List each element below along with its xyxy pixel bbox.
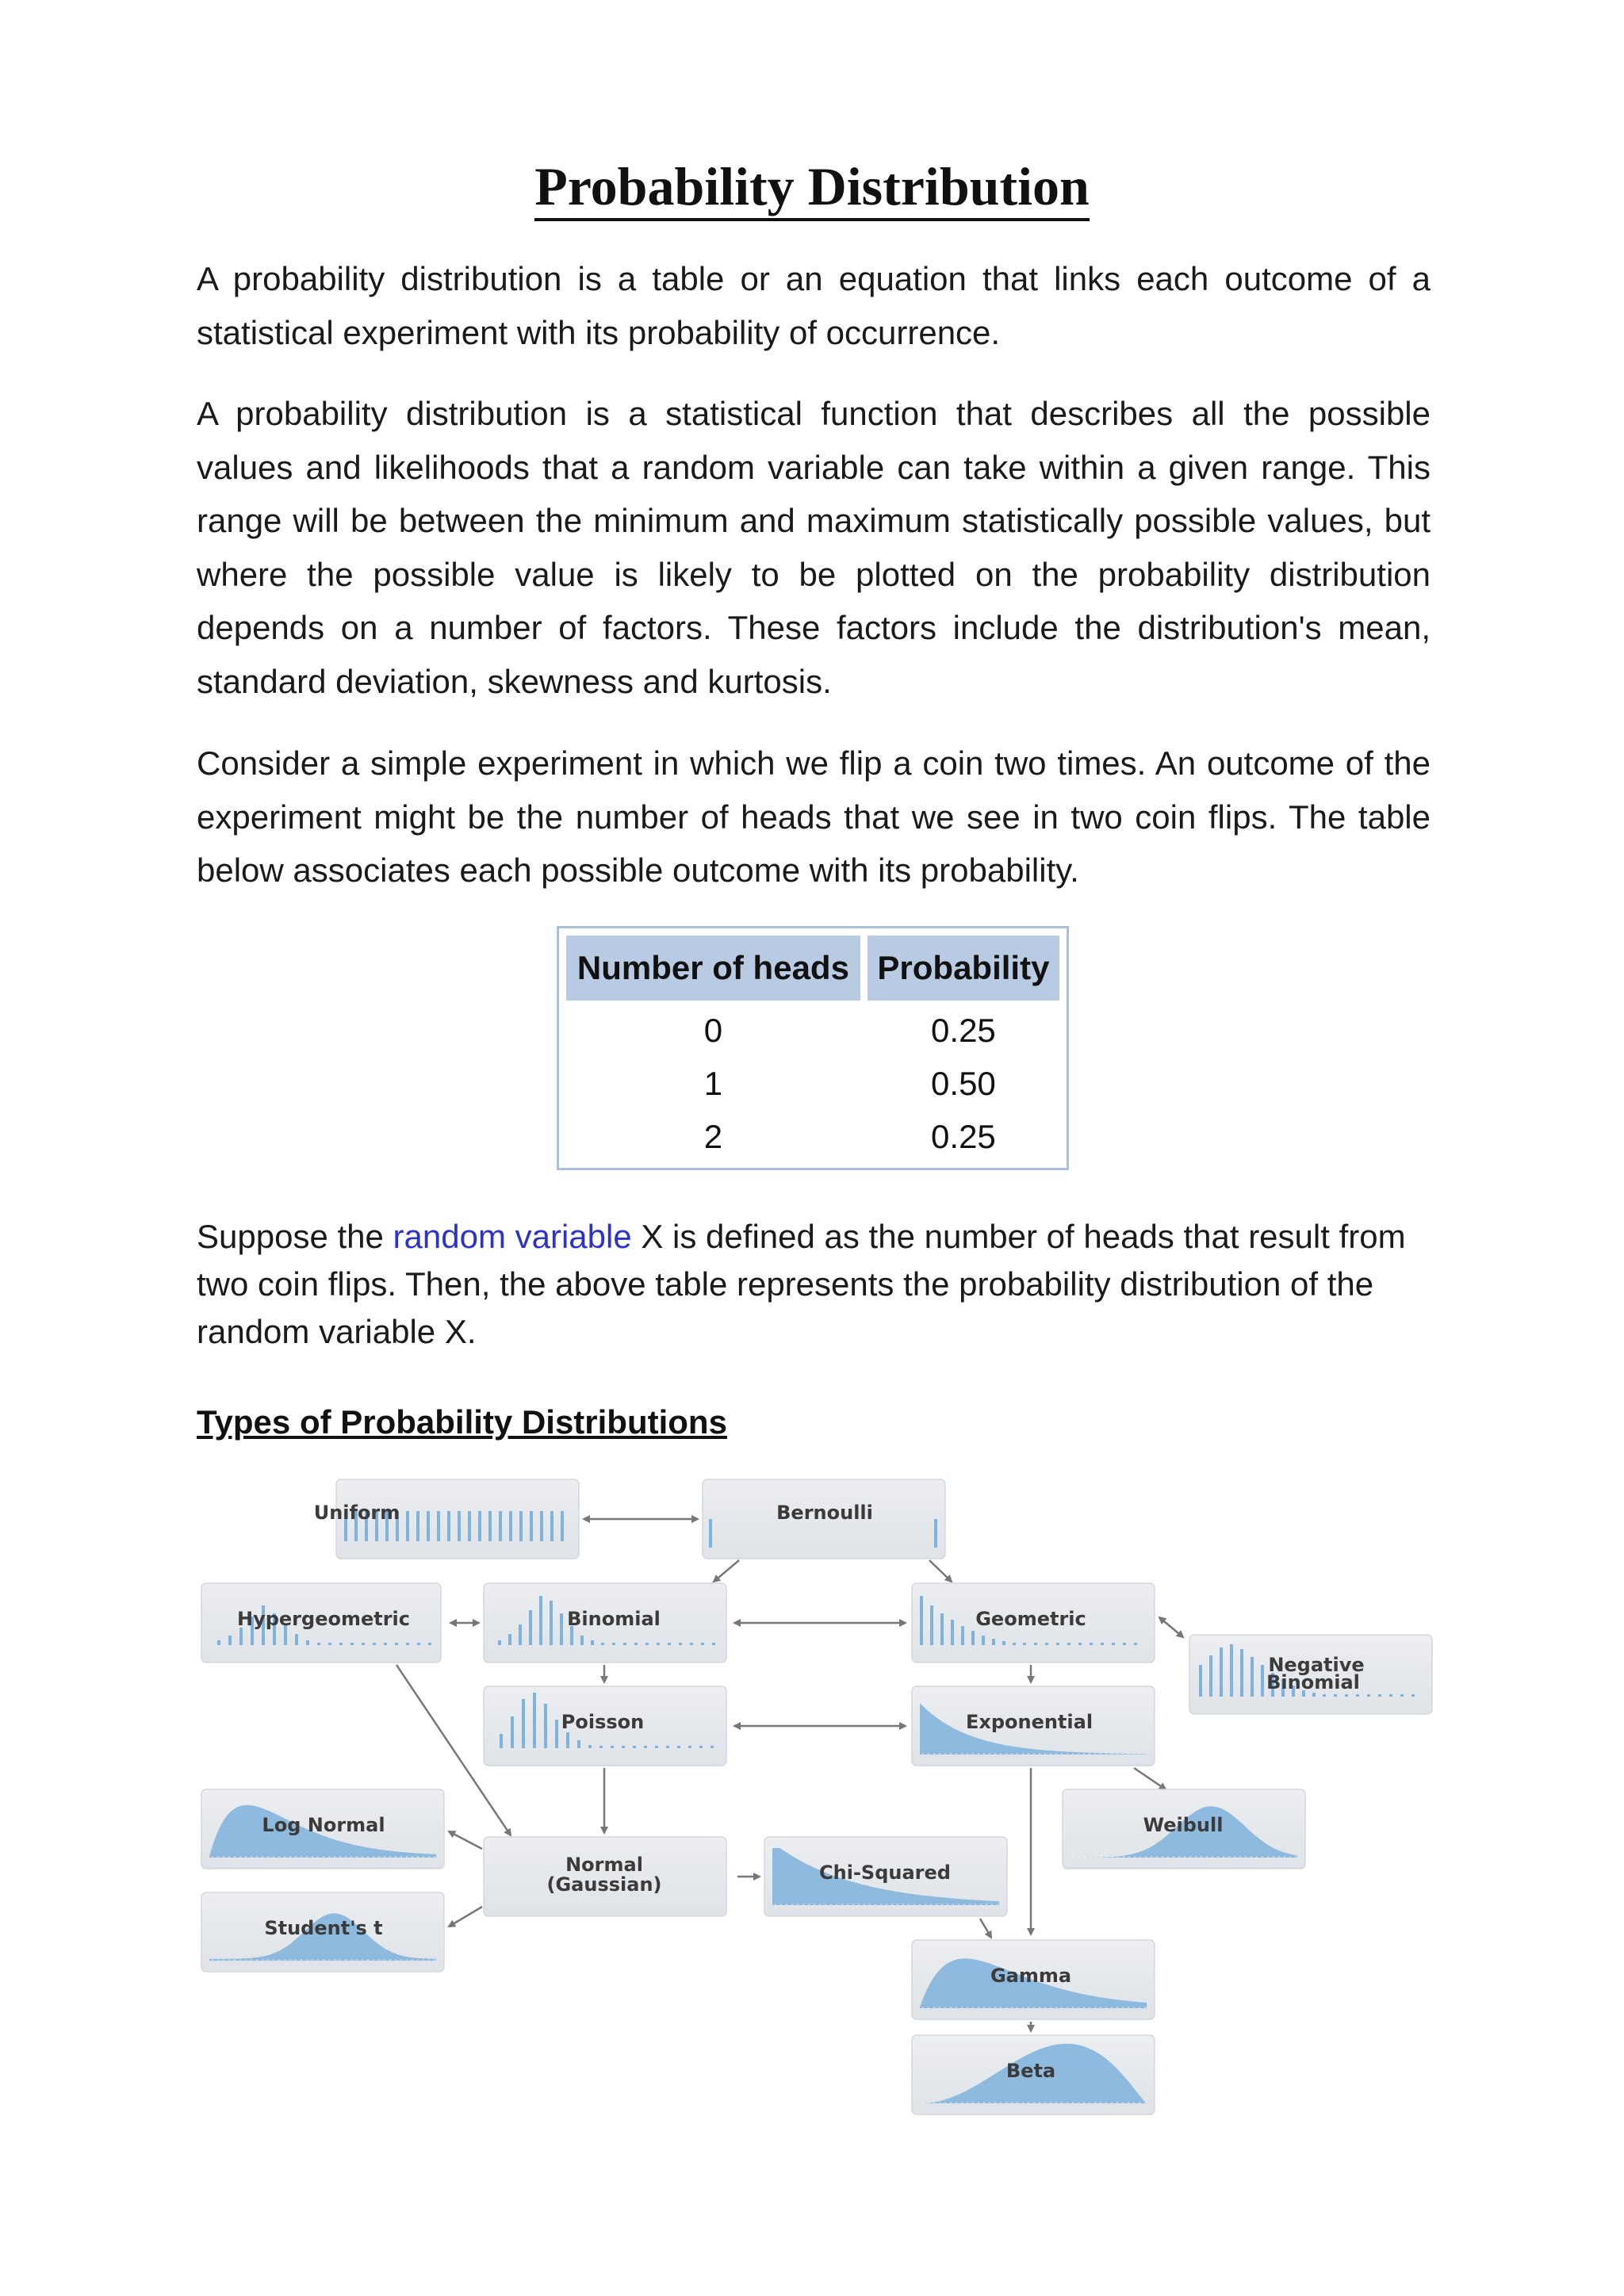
bar-glyph [982, 1636, 985, 1645]
bar-glyph [1356, 1694, 1359, 1697]
bar-glyph [1134, 1643, 1137, 1645]
bar-glyph [930, 1605, 933, 1645]
bar-glyph [540, 1511, 543, 1541]
bar-glyph [417, 1643, 420, 1645]
bar-glyph [712, 1643, 715, 1645]
random-variable-paragraph: Suppose the random variable X is defined as the number of heads that result from two coin flips. Then, the above table represents the probability distribution of the random variable X. [197, 1218, 1406, 1350]
relation-arrow [449, 1907, 482, 1927]
node-label: Uniform [313, 1502, 400, 1524]
bar-glyph [317, 1643, 320, 1645]
bar-glyph [1013, 1643, 1016, 1645]
bar-glyph [1323, 1694, 1326, 1697]
bar-glyph [478, 1511, 481, 1541]
bar-glyph [961, 1626, 964, 1645]
page-title: Probability Distribution [0, 151, 1624, 222]
bar-glyph [384, 1643, 387, 1645]
bar-glyph [679, 1643, 682, 1645]
bar-glyph [588, 1745, 592, 1748]
bar-glyph [690, 1643, 693, 1645]
bar-glyph [612, 1643, 615, 1645]
bar-glyph [306, 1640, 309, 1645]
bar-glyph [362, 1643, 365, 1645]
bar-glyph [668, 1643, 671, 1645]
bar-glyph [1367, 1694, 1370, 1697]
bar-glyph [511, 1716, 514, 1748]
bar-glyph [951, 1620, 954, 1645]
node-gamma [912, 1940, 1155, 2019]
bar-glyph [710, 1746, 714, 1748]
bar-glyph [1378, 1694, 1381, 1697]
node-label: Weibull [1143, 1814, 1224, 1836]
bar-glyph [622, 1746, 625, 1748]
table-cell: 0.50 [931, 1065, 996, 1102]
bar-glyph [644, 1746, 647, 1748]
bar-glyph [488, 1511, 492, 1541]
relation-arrow [714, 1560, 739, 1582]
bar-glyph [701, 1643, 704, 1645]
bar-glyph [533, 1693, 536, 1748]
bar-glyph [508, 1634, 511, 1645]
bar-glyph [934, 1519, 937, 1548]
relation-arrow [1134, 1768, 1166, 1789]
bar-glyph [498, 1640, 501, 1645]
bar-glyph [1400, 1694, 1404, 1697]
bar-glyph [427, 1511, 430, 1541]
node-label: (Gaussian) [546, 1873, 662, 1896]
bar-glyph [992, 1639, 995, 1645]
bar-glyph [539, 1596, 542, 1645]
bar-glyph [350, 1643, 354, 1645]
bar-glyph [591, 1640, 594, 1645]
bar-glyph [437, 1511, 440, 1541]
node-bernoulli [703, 1479, 945, 1559]
bar-glyph [1101, 1643, 1104, 1645]
bar-glyph [601, 1643, 604, 1645]
table-cell: 2 [703, 1118, 723, 1155]
bar-glyph [611, 1746, 614, 1748]
random-variable-link[interactable]: random variable [393, 1218, 632, 1255]
node-label: Binomial [567, 1608, 661, 1630]
bar-glyph [634, 1643, 638, 1645]
bar-glyph [971, 1631, 975, 1645]
distribution-diagram [190, 1467, 1443, 2125]
bar-glyph [1345, 1694, 1348, 1697]
node-label: Poisson [561, 1711, 645, 1733]
bar-glyph [623, 1643, 626, 1645]
bar-glyph [1209, 1655, 1212, 1697]
bar-glyph [1078, 1643, 1082, 1645]
node-label: Geometric [975, 1608, 1086, 1630]
bar-glyph [666, 1746, 669, 1748]
bar-glyph [577, 1740, 580, 1748]
bar-glyph [544, 1704, 547, 1748]
node-label: Hypergeometric [236, 1608, 411, 1630]
relation-arrow [449, 1831, 482, 1849]
bar-glyph [1261, 1665, 1264, 1697]
bar-glyph [550, 1601, 553, 1645]
node-label: Chi-Squared [819, 1862, 951, 1884]
table-cell: 0.25 [931, 1118, 996, 1155]
node-binomial [484, 1583, 726, 1663]
bar-glyph [468, 1511, 471, 1541]
table-row [566, 1114, 1059, 1160]
bar-glyph [1123, 1643, 1126, 1645]
bar-glyph [530, 1511, 533, 1541]
bar-glyph [580, 1636, 584, 1645]
node-label: Gamma [990, 1965, 1072, 1987]
bar-glyph [1034, 1643, 1037, 1645]
table-header-probability: Probability [868, 936, 1059, 1001]
node-label: Student's t [264, 1917, 383, 1939]
bar-glyph [645, 1643, 649, 1645]
bar-glyph [1023, 1643, 1026, 1645]
node-negative-binomial [1189, 1635, 1432, 1714]
bar-glyph [1056, 1643, 1059, 1645]
node-geometric [912, 1583, 1155, 1663]
node-poisson [484, 1686, 726, 1766]
bar-glyph [406, 1511, 409, 1541]
bar-glyph [295, 1634, 298, 1645]
node-label: Exponential [965, 1711, 1094, 1733]
bar-glyph [699, 1746, 703, 1748]
bar-glyph [519, 1511, 523, 1541]
bar-glyph [1067, 1643, 1071, 1645]
bar-glyph [566, 1732, 569, 1748]
bar-glyph [499, 1511, 502, 1541]
bar-glyph [1389, 1694, 1392, 1697]
coin-example-paragraph: Consider a simple experiment in which we flip a coin two times. An outcome of the experiment might be the number of heads that we see in two coin flips. The table below associates each possible outcome with its probability. [197, 744, 1431, 889]
bar-glyph [677, 1746, 680, 1748]
bar-glyph [1112, 1643, 1115, 1645]
bar-glyph [406, 1643, 409, 1645]
bar-glyph [1199, 1665, 1202, 1697]
bar-glyph [1411, 1694, 1415, 1697]
bar-glyph [1002, 1641, 1005, 1645]
node-label: Normal [565, 1854, 643, 1876]
table-row [566, 1008, 1059, 1054]
node-students-t [201, 1892, 444, 1972]
bar-glyph [416, 1511, 419, 1541]
node-weibull [1063, 1789, 1305, 1869]
table-cell: 1 [703, 1065, 723, 1102]
bar-glyph [328, 1643, 331, 1645]
relation-arrow [929, 1560, 952, 1582]
bar-glyph [239, 1628, 243, 1645]
bar-glyph [1240, 1649, 1243, 1697]
node-label: Negative [1268, 1654, 1365, 1676]
bar-glyph [655, 1746, 658, 1748]
bar-glyph [633, 1746, 636, 1748]
bar-glyph [599, 1746, 603, 1748]
bar-glyph [339, 1643, 343, 1645]
bar-glyph [519, 1624, 522, 1645]
node-label: Bernoulli [776, 1502, 873, 1524]
definition-paragraph: A probability distribution is a statistical function that describes all the possible values and likelihoods that a random variable can take within a given range. This range will be between the minimum and maximum statistically possible values, but where the possible value is likely to be plotted on the probability distribution depends on a number of factors. These factors include the distribution's mean, standard deviation, skewness and kurtosis. [197, 395, 1431, 700]
bar-glyph [555, 1720, 558, 1748]
bar-glyph [529, 1610, 532, 1645]
bar-glyph [561, 1511, 564, 1541]
bar-glyph [709, 1519, 712, 1548]
bar-glyph [373, 1643, 376, 1645]
bar-glyph [560, 1613, 563, 1645]
node-chi-squared [764, 1837, 1007, 1916]
node-label: Beta [1005, 2060, 1056, 2082]
table-cell: 0.25 [931, 1012, 996, 1049]
bar-glyph [509, 1511, 512, 1541]
bar-glyph [1220, 1647, 1223, 1697]
bar-glyph [1045, 1643, 1048, 1645]
relation-arrow [980, 1919, 991, 1938]
node-beta [912, 2035, 1155, 2114]
bar-glyph [1230, 1644, 1233, 1697]
bar-glyph [1090, 1643, 1093, 1645]
table-header-heads: Number of heads [566, 936, 860, 1001]
table-row [566, 1061, 1059, 1107]
bar-glyph [458, 1511, 461, 1541]
intro-paragraph: A probability distribution is a table or an equation that links each outcome of a statistical experiment with its probability of occurrence. [197, 260, 1431, 351]
bar-glyph [428, 1643, 431, 1645]
bar-glyph [522, 1699, 525, 1748]
bar-glyph [1251, 1657, 1254, 1697]
coin-flip-table [557, 926, 1069, 1170]
table-cell: 0 [703, 1012, 723, 1049]
relation-arrow [1159, 1617, 1183, 1637]
node-exponential [912, 1686, 1155, 1766]
bar-glyph [657, 1643, 660, 1645]
bar-glyph [500, 1734, 503, 1748]
bar-glyph [1334, 1694, 1337, 1697]
section-heading: Types of Probability Distributions [197, 1403, 727, 1441]
node-log-normal [201, 1789, 444, 1869]
bar-glyph [550, 1511, 553, 1541]
bar-glyph [447, 1511, 450, 1541]
bar-glyph [228, 1636, 232, 1645]
node-normal [484, 1837, 726, 1916]
node-hypergeometric [201, 1583, 441, 1663]
node-label: Log Normal [262, 1814, 385, 1836]
bar-glyph [217, 1640, 220, 1645]
bar-glyph [688, 1746, 691, 1748]
node-label: Binomial [1266, 1671, 1360, 1693]
node-uniform [314, 1479, 579, 1559]
bar-glyph [395, 1643, 398, 1645]
bar-glyph [940, 1613, 944, 1645]
bar-glyph [920, 1596, 923, 1645]
